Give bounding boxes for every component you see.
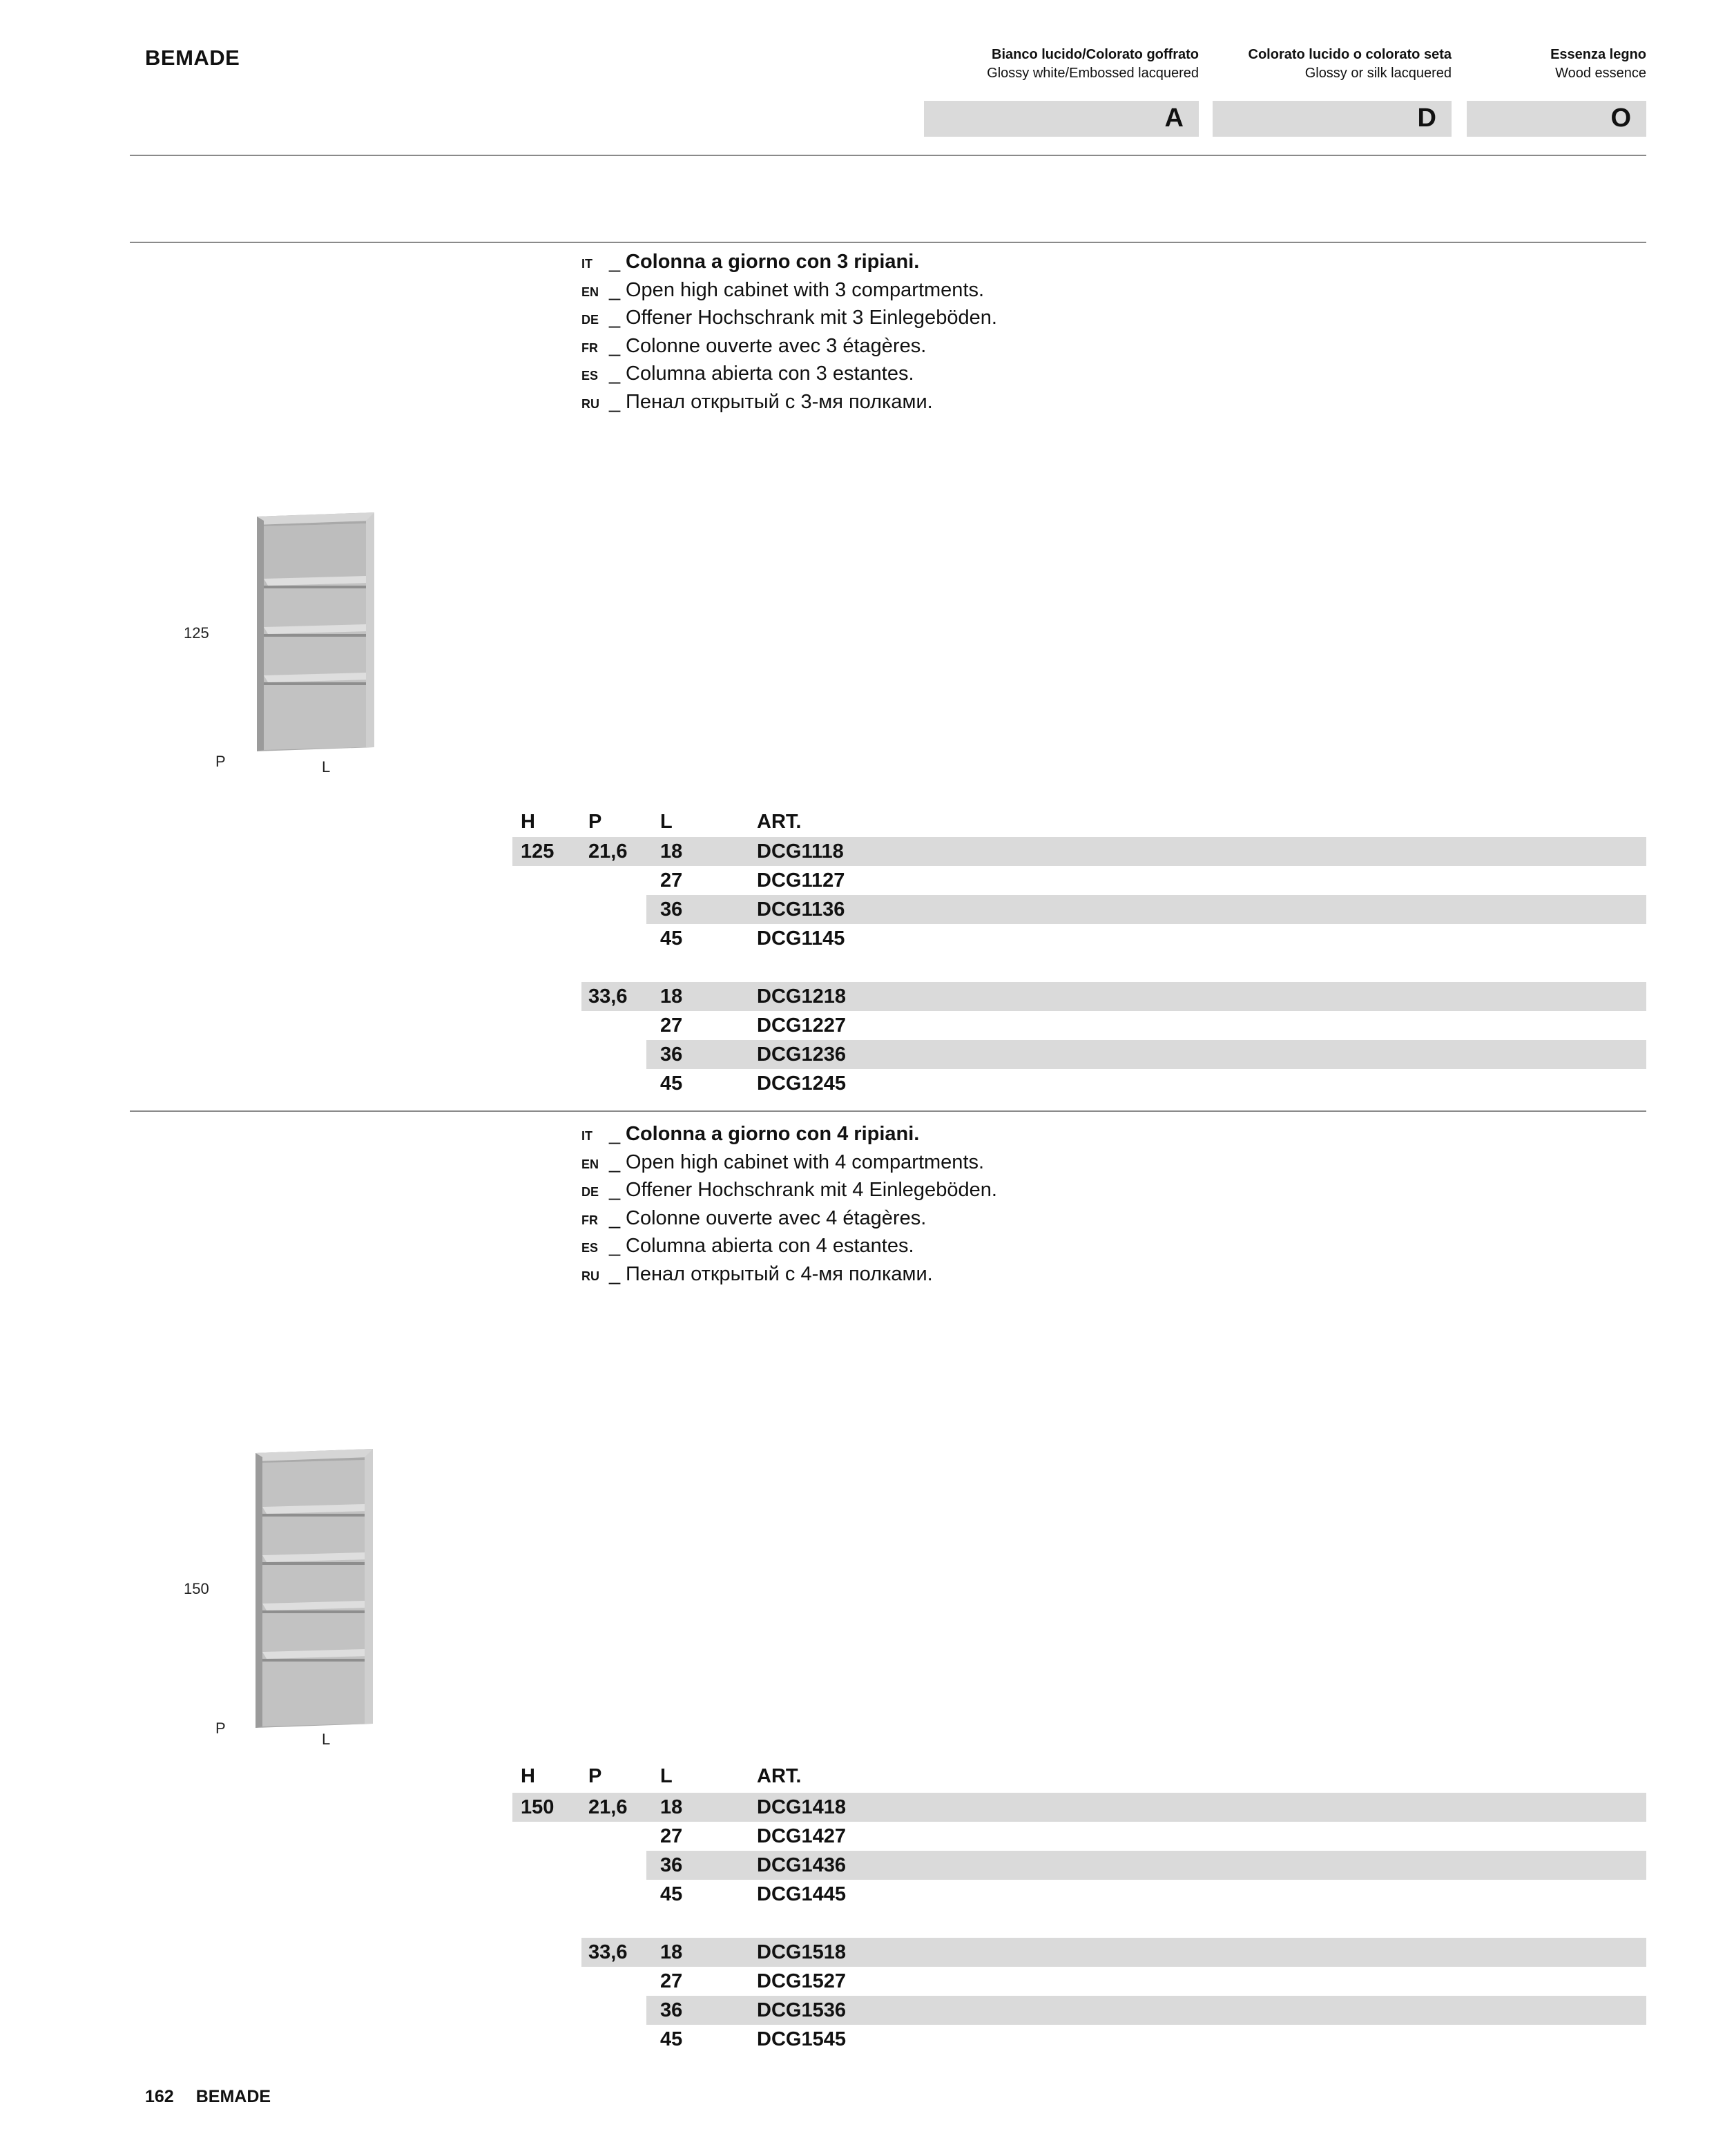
row-bg [512,1793,1646,1822]
finish-o-box [1467,101,1646,137]
desc-row-de: DE _ Offener Hochschrank mit 3 Einlegeböden. [581,307,997,329]
col-l-header: L [660,811,673,833]
finish-a-title: Bianco lucido/Colorato goffrato [992,47,1199,62]
depth-dimension-label: P [215,753,226,770]
section-1-descriptions [581,248,997,416]
divider [130,242,1646,243]
brand-title: BEMADE [145,46,240,70]
row-bg [512,837,1646,866]
row-bg [581,1938,1646,1967]
page-footer [145,2087,293,2107]
width-dimension-label: L [322,1731,331,1748]
bookcase-3-shelves-drawing [249,511,380,760]
col-p-header: P [588,811,602,833]
finish-a-box [924,101,1199,137]
desc-row-de: DE _ Offener Hochschrank mit 4 Einlegeböden. [581,1179,997,1202]
width-dimension-label: L [322,758,331,776]
desc-row-es: ES _ Columna abierta con 4 estantes. [581,1235,914,1258]
height-dimension: 125 [184,624,209,642]
footer-brand: BEMADE [195,2087,271,2106]
row-bg [581,982,1646,1011]
finish-d-box [1213,101,1452,137]
height-dimension: 150 [184,1580,209,1597]
finish-o-title: Essenza legno [1550,47,1646,62]
desc-row-en: EN _ Open high cabinet with 4 compartments. [581,1151,985,1173]
desc-row-fr: FR _ Colonne ouverte avec 3 étagères. [581,334,927,357]
finish-o-subtitle: Wood essence [1555,66,1646,81]
finish-o-code: O [1610,104,1631,133]
finish-d-title: Colorato lucido o colorato seta [1248,47,1452,62]
section-2-descriptions [581,1120,997,1289]
finish-d-code: D [1417,104,1436,133]
finish-a-subtitle: Glossy white/Embossed lacquered [987,66,1199,81]
depth-dimension-label: P [215,1720,226,1737]
col-p-header: P [588,1765,602,1787]
col-art-header: ART. [757,1765,802,1787]
col-h-header: H [521,811,535,833]
finish-o-header [1467,46,1646,83]
desc-row-it: IT _ Colonna a giorno con 4 ripiani. [581,1123,920,1145]
desc-row-es: ES _ Columna abierta con 3 estantes. [581,363,914,385]
col-l-header: L [660,1765,673,1787]
page-number: 162 [145,2087,174,2106]
desc-row-ru: RU _ Пенал открытый с 4-мя полками. [581,1262,933,1285]
divider [130,1110,1646,1112]
desc-row-fr: FR _ Colonne ouverte avec 4 étagères. [581,1206,927,1229]
desc-row-en: EN _ Open high cabinet with 3 compartments. [581,278,985,301]
desc-row-it: IT _ Colonna a giorno con 3 ripiani. [581,251,920,273]
bookcase-4-shelves-drawing [247,1447,378,1735]
finish-d-header [1213,46,1452,83]
col-h-header: H [521,1765,535,1787]
divider [130,155,1646,156]
finish-a-code: A [1164,104,1184,133]
col-art-header: ART. [757,811,802,833]
finish-a-header [925,46,1199,83]
finish-d-subtitle: Glossy or silk lacquered [1304,66,1452,81]
desc-row-ru: RU _ Пенал открытый с 3-мя полками. [581,390,933,413]
